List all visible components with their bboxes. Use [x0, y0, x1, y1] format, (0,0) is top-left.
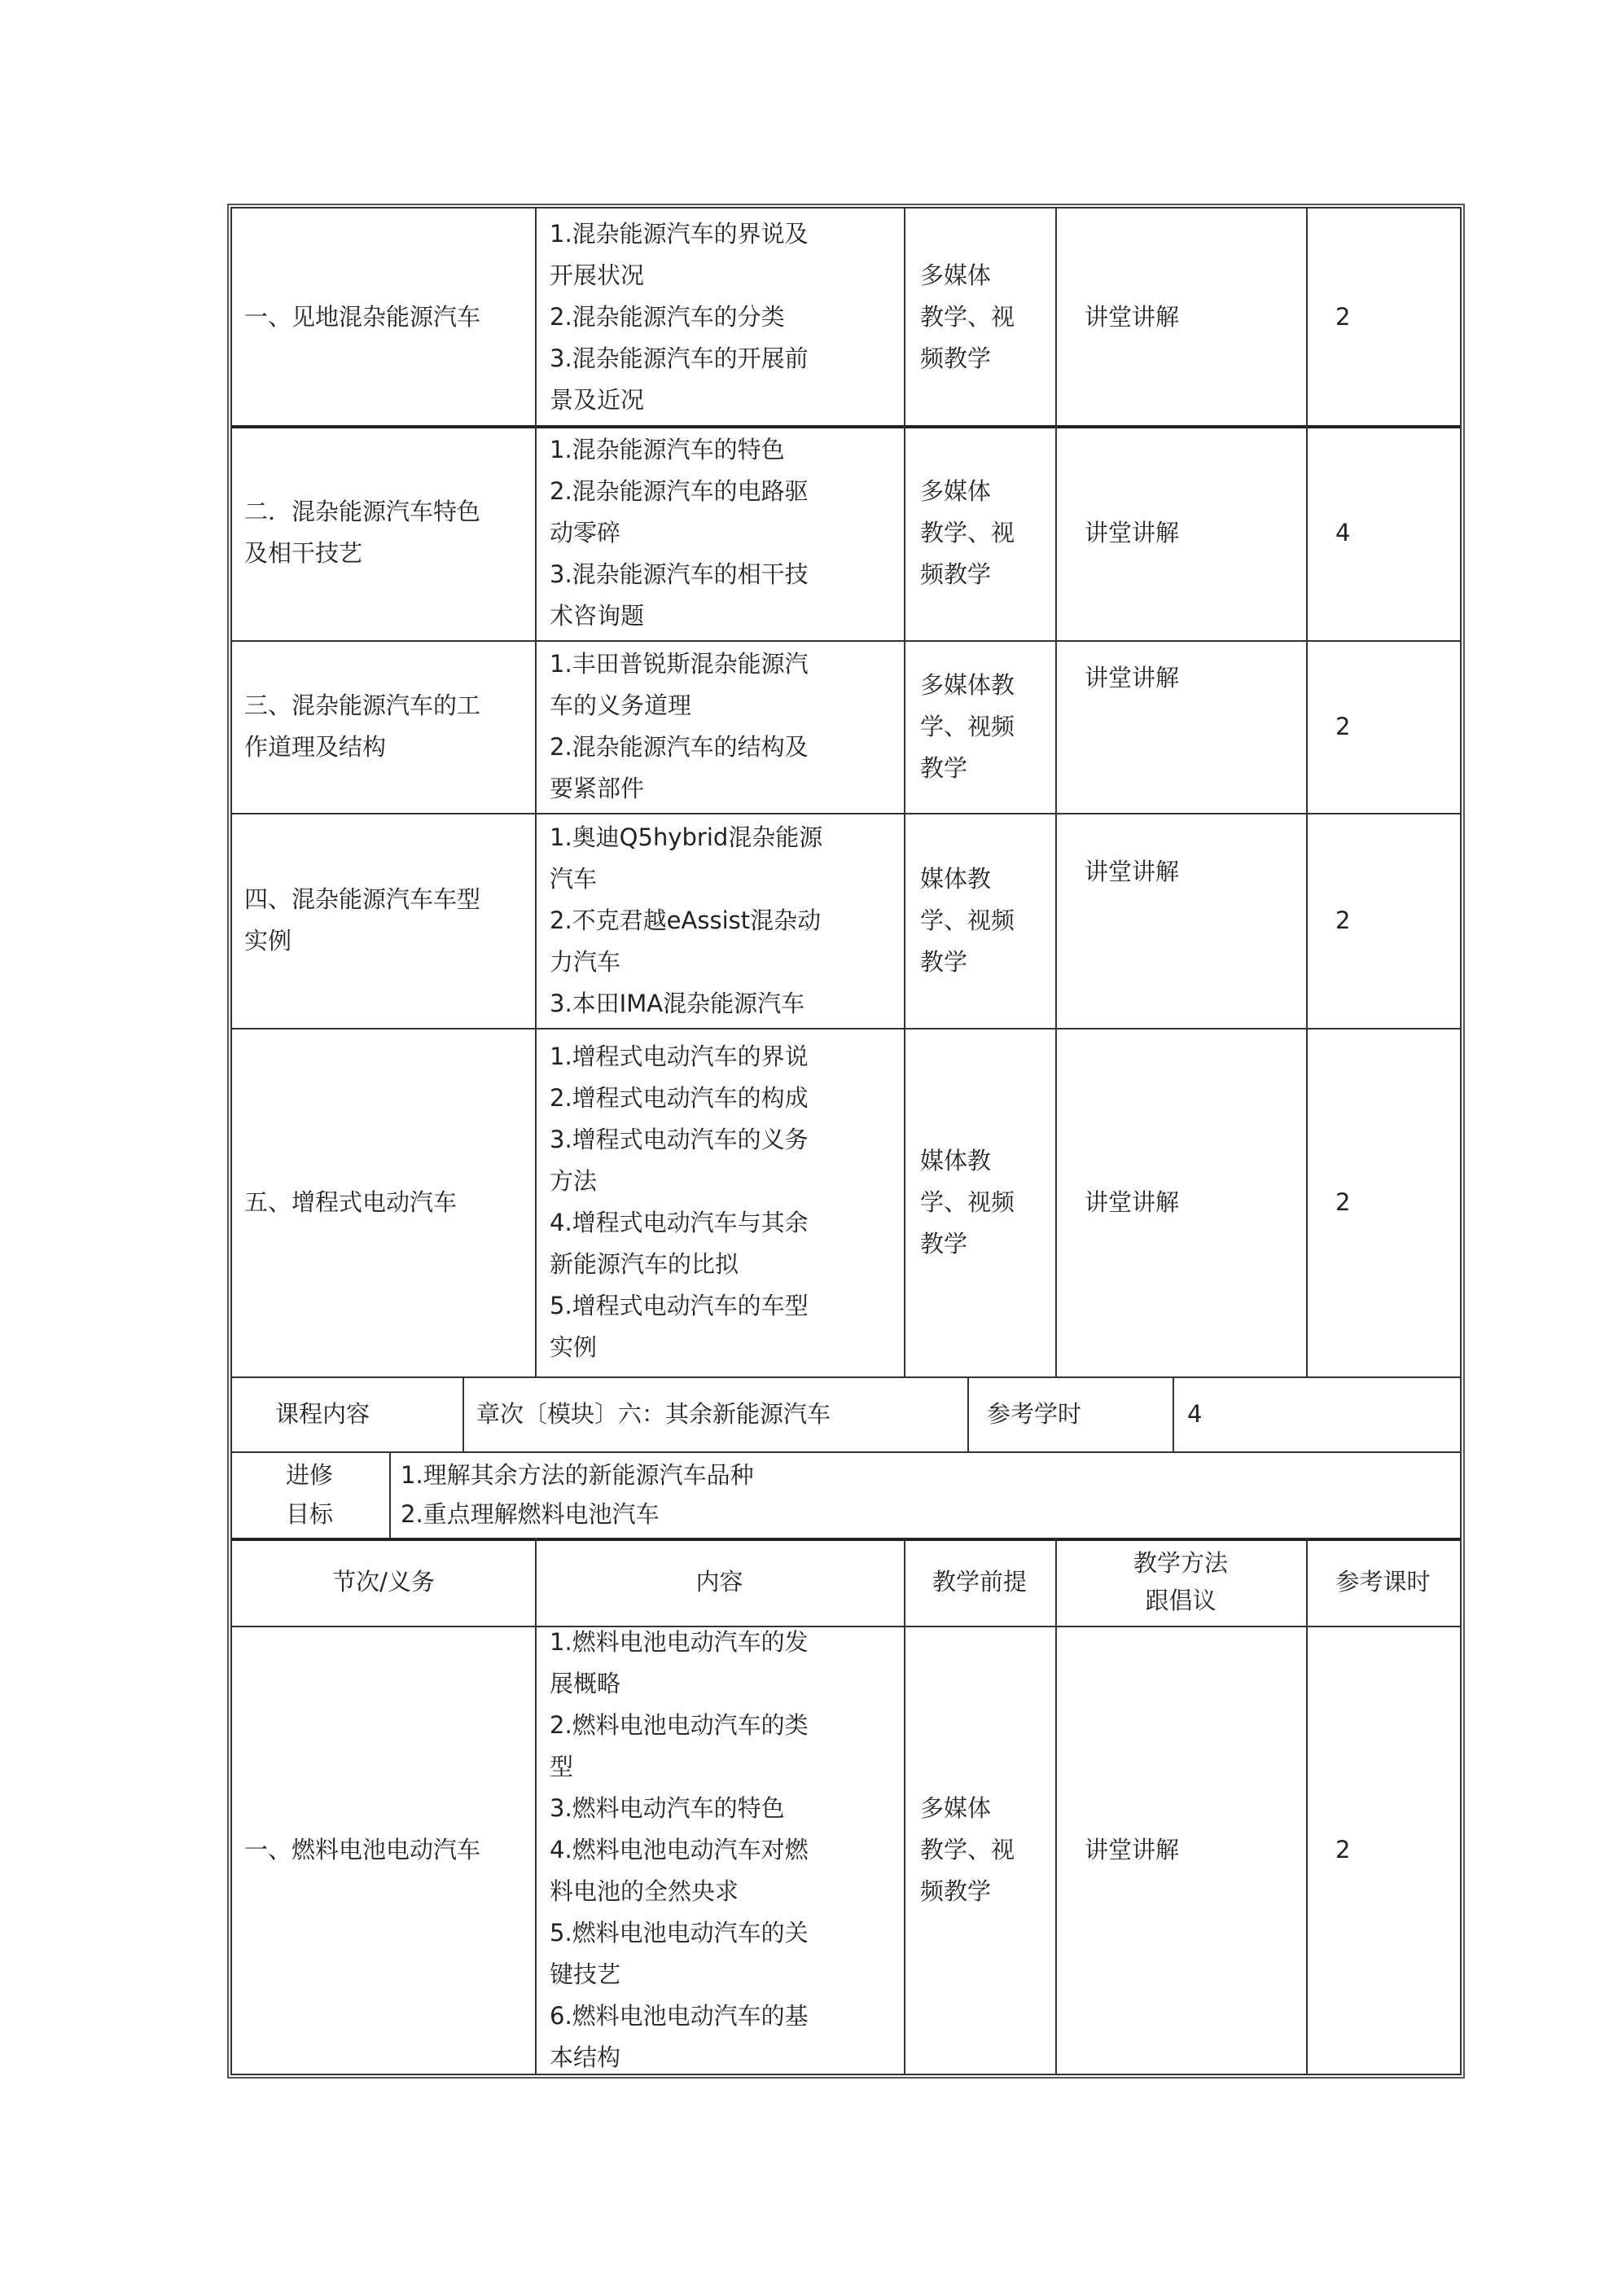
content-cell-line: 开展状况: [550, 261, 645, 289]
content-cell-line: 实例: [550, 1333, 598, 1361]
section-cell: [244, 879, 521, 962]
content-cell-line: 1.混杂能源汽车的界说及: [550, 219, 809, 248]
content-cell-line: 1.混杂能源汽车的特色: [550, 435, 785, 463]
section-cell-line: 及相干技艺: [244, 539, 363, 567]
content-cell-line: 3.本田IMA混杂能源汽车: [550, 989, 805, 1017]
content-cell: [550, 213, 892, 421]
section-cell-line: 作道理及结构: [244, 733, 387, 761]
header-method-line: 跟倡议: [1145, 1587, 1216, 1614]
content-cell-line: 2.不克君越eAssist混杂动: [550, 906, 822, 934]
module-label-line: 课程内容: [275, 1399, 370, 1428]
content-cell-line: 景及近况: [550, 385, 645, 414]
column-divider: [1306, 209, 1308, 1376]
condition-cell-line: 多媒体教: [920, 670, 1015, 699]
module-hours-label: [987, 1394, 1166, 1435]
content-cell-line: 术咨询题: [550, 601, 645, 630]
hours-cell-line: 2: [1335, 1835, 1351, 1864]
content-cell-line: 4.燃料电池电动汽车对燃: [550, 1835, 809, 1864]
content-cell-line: 3.增程式电动汽车的义务: [550, 1126, 809, 1153]
hours-cell-line: 2: [1335, 1188, 1351, 1216]
section-cell-line: 实例: [244, 927, 292, 955]
method-cell-line: 讲堂讲解: [1085, 518, 1180, 547]
hours-cell-line: 2: [1335, 712, 1351, 740]
header-content-line: 内容: [695, 1567, 743, 1596]
condition-cell-line: 学、视频: [920, 906, 1015, 934]
content-cell-line: 动零碎: [550, 518, 621, 547]
column-divider: [1173, 1376, 1174, 1451]
column-divider: [462, 1376, 464, 1451]
row-divider: [232, 425, 1460, 428]
header-hours-line: 参考课时: [1335, 1567, 1431, 1596]
content-cell-line: 本结构: [550, 2043, 621, 2071]
row-divider: [232, 1538, 1460, 1541]
header-content: [535, 1561, 904, 1603]
module-hours-label-line: 参考学时: [987, 1399, 1082, 1428]
content-cell-line: 汽车: [550, 864, 598, 893]
condition-cell-line: 教学、视: [920, 1835, 1015, 1864]
section-cell: [244, 1829, 521, 1871]
section-cell-line: 二．混杂能源汽车特色: [244, 498, 481, 525]
content-cell-line: 新能源汽车的比拟: [550, 1250, 739, 1278]
header-section-line: 节次/义务: [332, 1567, 435, 1596]
hours-cell-line: 4: [1335, 518, 1351, 547]
content-cell-line: 型: [550, 1752, 574, 1780]
content-cell-line: 2.混杂能源汽车的分类: [550, 302, 785, 331]
section-cell: [244, 1182, 521, 1223]
content-cell-line: 车的义务道理: [550, 691, 692, 719]
method-cell-line: 讲堂讲解: [1085, 663, 1180, 691]
content-cell-line: 1.增程式电动汽车的界说: [550, 1043, 809, 1070]
goals-items: [401, 1455, 1133, 1534]
column-divider: [904, 209, 905, 1376]
condition-cell-line: 多媒体: [920, 476, 992, 505]
section-cell: [244, 296, 521, 338]
content-cell-line: 2.增程式电动汽车的构成: [550, 1084, 809, 1112]
header-section: [232, 1561, 535, 1603]
section-cell-line: 五、增程式电动汽车: [244, 1188, 458, 1216]
row-divider: [232, 813, 1460, 814]
condition-cell-line: 媒体教: [920, 1146, 992, 1174]
condition-cell-line: 学、视频: [920, 712, 1015, 740]
hours-cell: [1335, 1182, 1433, 1223]
condition-cell-line: 频教学: [920, 344, 992, 372]
module-chapter-line: 章次〔模块〕六：其余新能源汽车: [476, 1399, 831, 1428]
condition-cell-line: 频教学: [920, 560, 992, 588]
content-cell-line: 5.增程式电动汽车的车型: [550, 1292, 809, 1319]
condition-cell-line: 教学: [920, 753, 968, 782]
content-cell: [550, 429, 892, 637]
content-cell: [550, 817, 892, 1025]
method-cell-line: 讲堂讲解: [1085, 302, 1180, 331]
condition-cell: [920, 1788, 1050, 1912]
module-label: [275, 1394, 454, 1435]
section-cell: [244, 685, 521, 768]
method-cell: [1085, 1182, 1280, 1223]
content-cell-line: 2.混杂能源汽车的结构及: [550, 733, 809, 761]
column-divider: [1055, 1538, 1057, 2074]
column-divider: [389, 1451, 391, 1538]
section-cell-line: 三、混杂能源汽车的工: [244, 691, 481, 719]
method-cell: [1085, 296, 1280, 338]
row-divider: [232, 1451, 1460, 1453]
content-cell: [550, 1036, 892, 1368]
row-divider: [232, 1376, 1460, 1378]
condition-cell: [920, 1140, 1050, 1265]
content-cell-line: 力汽车: [550, 947, 621, 976]
content-cell-line: 料电池的全然央求: [550, 1877, 739, 1905]
method-cell-line: 讲堂讲解: [1085, 857, 1180, 885]
section-cell-line: 一、燃料电池电动汽车: [244, 1835, 481, 1864]
condition-cell-line: 媒体教: [920, 864, 992, 893]
section-cell-line: 四、混杂能源汽车车型: [244, 885, 481, 913]
goals-items-line: 2.重点理解燃料电池汽车: [401, 1500, 660, 1528]
hours-cell-line: 2: [1335, 302, 1351, 331]
condition-cell-line: 学、视频: [920, 1188, 1015, 1216]
module-hours: [1187, 1394, 1350, 1435]
header-condition: [904, 1561, 1055, 1603]
hours-cell: [1335, 1829, 1433, 1871]
method-cell: [1085, 851, 1280, 893]
method-cell: [1085, 512, 1280, 554]
condition-cell-line: 多媒体: [920, 261, 992, 289]
condition-cell: [920, 858, 1050, 983]
content-cell-line: 3.燃料电动汽车的特色: [550, 1793, 785, 1822]
condition-cell: [920, 255, 1050, 380]
content-cell-line: 6.燃料电池电动汽车的基: [550, 2001, 809, 2030]
content-cell: [550, 643, 892, 810]
condition-cell-line: 多媒体: [920, 1793, 992, 1822]
column-divider: [1055, 209, 1057, 1376]
content-cell-line: 方法: [550, 1167, 598, 1195]
module-chapter: [476, 1394, 957, 1435]
header-hours: [1306, 1561, 1460, 1603]
column-divider: [535, 1538, 537, 2074]
row-divider: [232, 640, 1460, 642]
condition-cell-line: 教学: [920, 1229, 968, 1258]
hours-cell-line: 2: [1335, 906, 1351, 934]
content-cell: [550, 1622, 892, 2079]
condition-cell: [920, 471, 1050, 595]
column-divider: [1306, 1538, 1308, 2074]
row-divider: [232, 1028, 1460, 1029]
goals-label-line: 进修: [285, 1461, 333, 1489]
goals-label: [232, 1455, 387, 1534]
condition-cell: [920, 665, 1050, 789]
content-cell-line: 1.丰田普锐斯混杂能源汽: [550, 650, 809, 678]
hours-cell: [1335, 512, 1433, 554]
goals-items-line: 1.理解其余方法的新能源汽车品种: [401, 1461, 754, 1489]
goals-label-line: 目标: [285, 1500, 333, 1528]
column-divider: [904, 1538, 905, 2074]
method-cell-line: 讲堂讲解: [1085, 1835, 1180, 1864]
method-cell: [1085, 1829, 1280, 1871]
column-divider: [535, 209, 537, 1376]
section-cell: [244, 491, 521, 574]
content-cell-line: 1.奥迪Q5hybrid混杂能源: [550, 823, 823, 851]
header-method: [1055, 1544, 1306, 1619]
condition-cell-line: 频教学: [920, 1877, 992, 1905]
hours-cell: [1335, 900, 1433, 942]
content-cell-line: 键技艺: [550, 1960, 621, 1988]
header-method-line: 教学方法: [1133, 1549, 1228, 1577]
method-cell: [1085, 657, 1280, 699]
section-cell-line: 一、见地混杂能源汽车: [244, 302, 481, 331]
hours-cell: [1335, 296, 1433, 338]
content-cell-line: 1.燃料电池电动汽车的发: [550, 1627, 809, 1656]
condition-cell-line: 教学、视: [920, 302, 1015, 331]
content-cell-line: 要紧部件: [550, 775, 645, 802]
content-cell-line: 3.混杂能源汽车的相干技: [550, 560, 809, 588]
header-condition-line: 教学前提: [932, 1567, 1027, 1596]
condition-cell-line: 教学: [920, 947, 968, 976]
content-cell-line: 4.增程式电动汽车与其余: [550, 1209, 809, 1236]
module-hours-line: 4: [1187, 1399, 1203, 1428]
hours-cell: [1335, 706, 1433, 748]
content-cell-line: 2.混杂能源汽车的电路驱: [550, 476, 809, 505]
content-cell-line: 展概略: [550, 1669, 621, 1697]
content-cell-line: 5.燃料电池电动汽车的关: [550, 1918, 809, 1947]
method-cell-line: 讲堂讲解: [1085, 1188, 1180, 1216]
column-divider: [967, 1376, 969, 1451]
content-cell-line: 2.燃料电池电动汽车的类: [550, 1710, 809, 1739]
condition-cell-line: 教学、视: [920, 518, 1015, 547]
content-cell-line: 3.混杂能源汽车的开展前: [550, 344, 809, 372]
